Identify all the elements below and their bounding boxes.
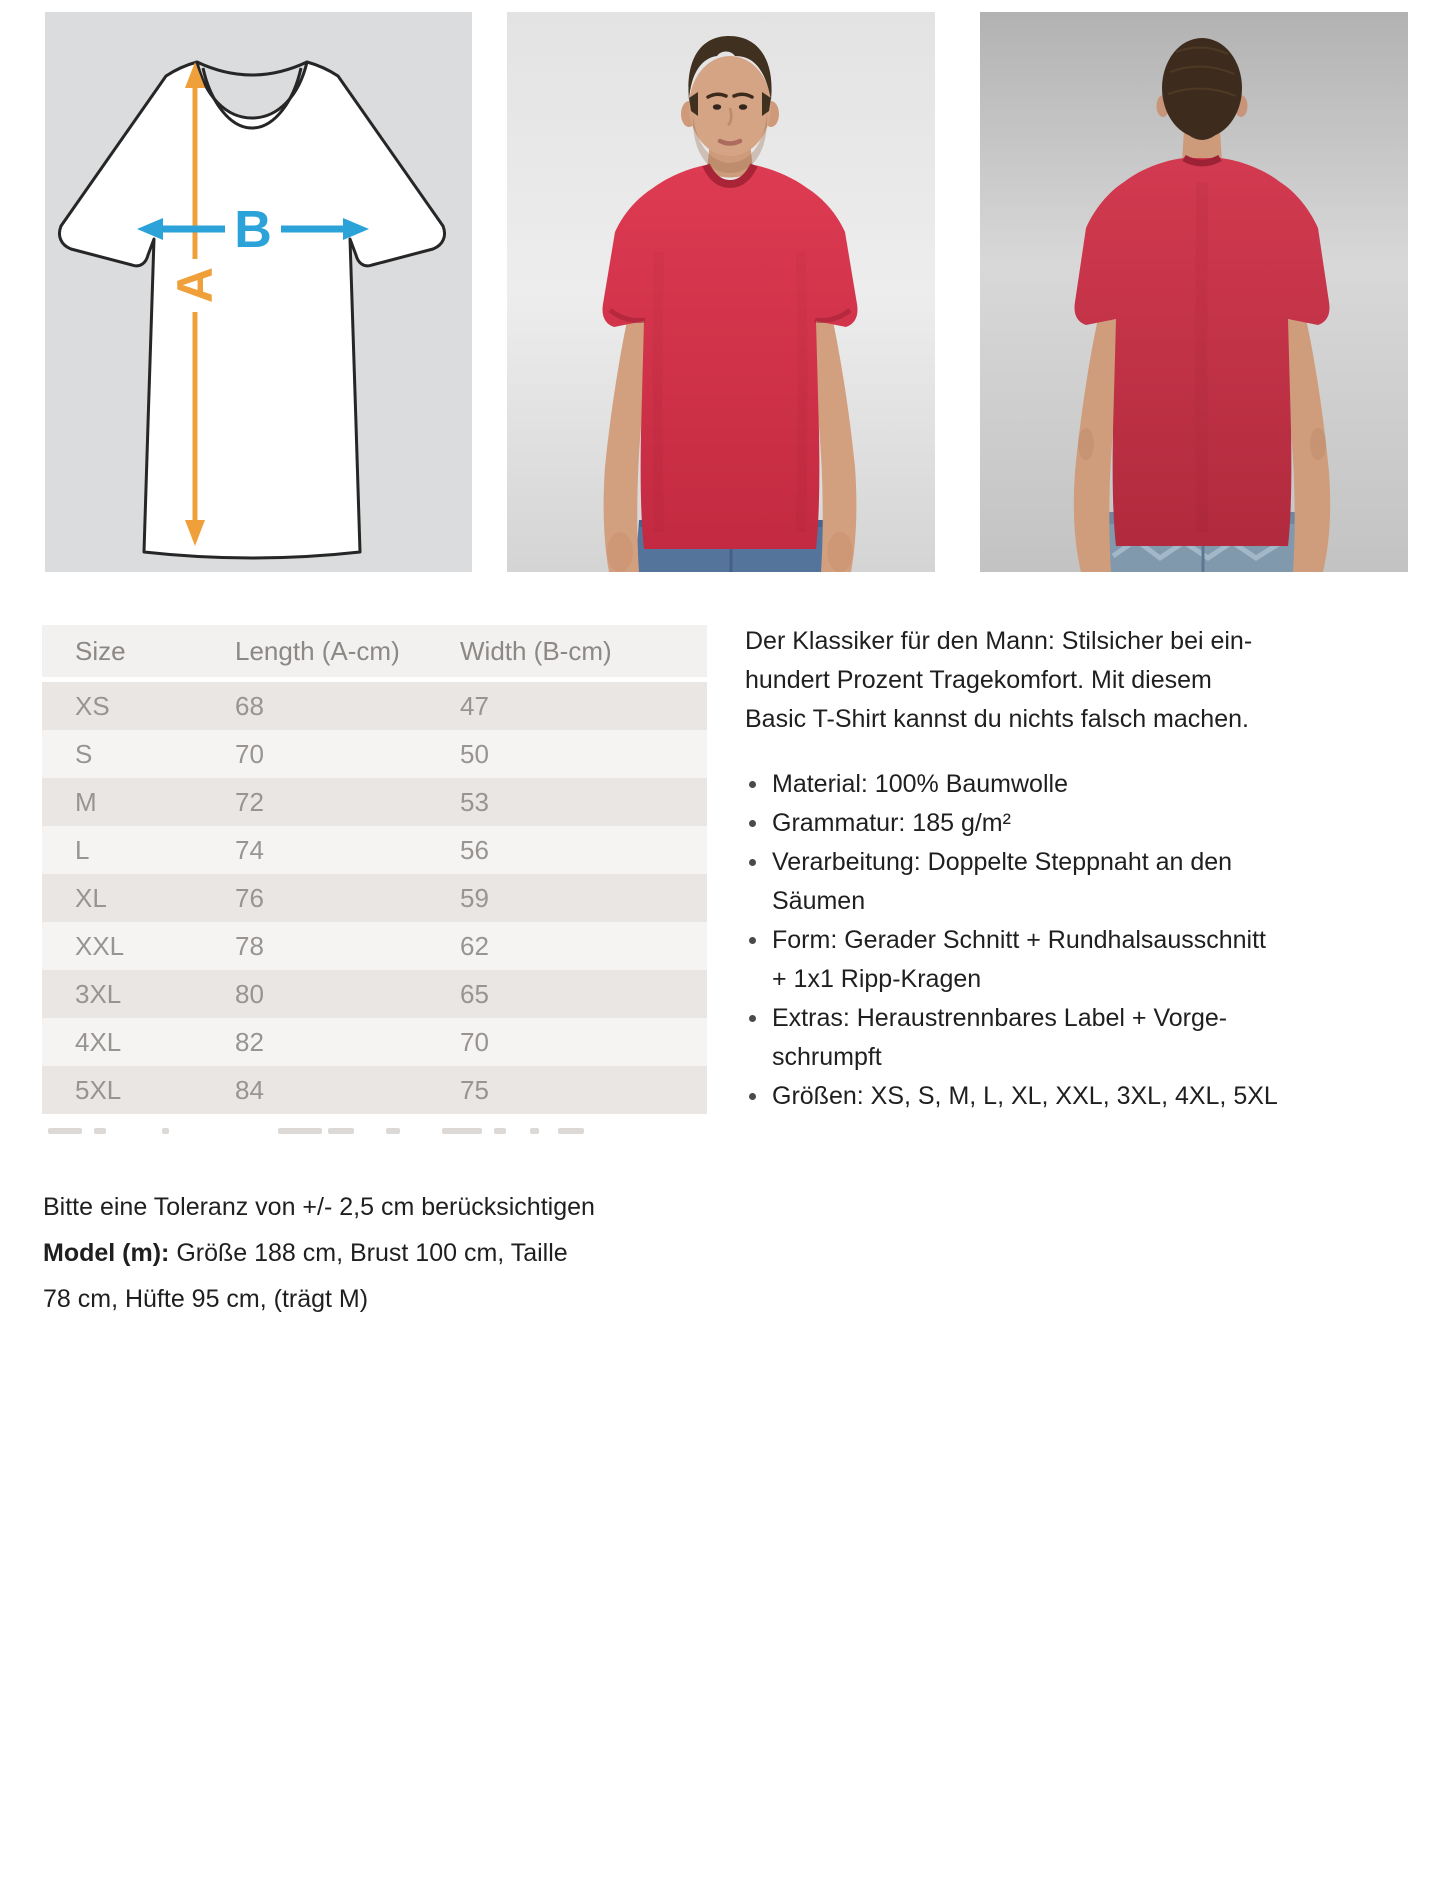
table-row-s — [42, 730, 707, 778]
arrow-b-label: B — [234, 201, 272, 259]
table-row-4xl — [42, 1018, 707, 1066]
cell-size: 4XL — [42, 1018, 235, 1066]
arrow-a-label: A — [167, 266, 223, 304]
table-row-5xl — [42, 1066, 707, 1114]
feature-line: Säumen — [772, 887, 866, 915]
table-row-xxl — [42, 922, 707, 970]
model-front-photo — [507, 12, 935, 572]
cell-size: L — [42, 826, 235, 874]
feature-line: Verarbeitung: Doppelte Steppnaht an den — [772, 848, 1233, 876]
model-front-illustration — [507, 12, 935, 572]
table-row-3xl — [42, 970, 707, 1018]
table-row-l — [42, 826, 707, 874]
tshirt-measurement-diagram-svg — [45, 12, 472, 572]
feature-line: Grammatur: 185 g/m² — [772, 809, 1011, 837]
bullet-dot-icon — [749, 820, 756, 827]
model-info-rest: Größe 188 cm, Brust 100 cm, Taille — [169, 1239, 568, 1267]
cell-size: 5XL — [42, 1066, 235, 1114]
model-info-line1 — [43, 1230, 703, 1276]
column-header-size: Size — [42, 625, 235, 680]
feature-item-groessen — [745, 1077, 1305, 1116]
cell-width: 70 — [460, 1018, 707, 1066]
size-table — [42, 625, 707, 1114]
size-table-header-row — [42, 625, 707, 680]
tolerance-note: Bitte eine Toleranz von +/- 2,5 cm berücksichtigen — [43, 1193, 595, 1221]
column-header-length: Length (A-cm) — [235, 625, 460, 680]
feature-item-form — [745, 921, 1305, 999]
feature-line: schrumpft — [772, 1043, 882, 1071]
cell-length: 82 — [235, 1018, 460, 1066]
feature-item-verarbeitung — [745, 843, 1305, 921]
feature-line: Extras: Heraustrennbares Label + Vorge- — [772, 1004, 1228, 1032]
cell-size: XS — [42, 680, 235, 731]
cell-width: 59 — [460, 874, 707, 922]
bullet-dot-icon — [749, 781, 756, 788]
cell-length: 78 — [235, 922, 460, 970]
feature-line: Größen: XS, S, M, L, XL, XXL, 3XL, 4XL, 5XL — [772, 1082, 1278, 1110]
table-row-m — [42, 778, 707, 826]
model-back-photo — [980, 12, 1408, 572]
cell-length: 80 — [235, 970, 460, 1018]
cell-length: 76 — [235, 874, 460, 922]
cell-width: 53 — [460, 778, 707, 826]
description-intro — [745, 622, 1305, 739]
feature-list — [745, 765, 1305, 1116]
feature-line: Form: Gerader Schnitt + Rundhalsausschnitt — [772, 926, 1266, 954]
size-notes — [43, 1184, 703, 1322]
cell-size: S — [42, 730, 235, 778]
model-info-line2: 78 cm, Hüfte 95 cm, (trägt M) — [43, 1285, 369, 1313]
cell-length: 72 — [235, 778, 460, 826]
size-diagram-image — [45, 12, 472, 572]
tshirt-back-collar-line — [197, 62, 307, 75]
cell-width: 47 — [460, 680, 707, 731]
cell-size: M — [42, 778, 235, 826]
cell-length: 74 — [235, 826, 460, 874]
feature-item-grammatur — [745, 804, 1305, 843]
bullet-dot-icon — [749, 1015, 756, 1022]
intro-line: Der Klassiker für den Mann: Stilsicher bei ein- — [745, 627, 1253, 655]
cell-width: 50 — [460, 730, 707, 778]
table-row-xs — [42, 680, 707, 731]
feature-item-extras — [745, 999, 1305, 1077]
feature-item-material — [745, 765, 1305, 804]
feature-line: + 1x1 Ripp-Kragen — [772, 965, 982, 993]
bullet-dot-icon — [749, 859, 756, 866]
cell-size: XXL — [42, 922, 235, 970]
feature-line: Material: 100% Baumwolle — [772, 770, 1068, 798]
table-cutoff-row — [42, 1126, 707, 1135]
cell-length: 70 — [235, 730, 460, 778]
bullet-dot-icon — [749, 937, 756, 944]
cell-width: 56 — [460, 826, 707, 874]
cell-size: 3XL — [42, 970, 235, 1018]
column-header-width: Width (B-cm) — [460, 625, 707, 680]
model-back-illustration — [980, 12, 1408, 572]
model-label: Model (m): — [43, 1239, 170, 1267]
table-row-xl — [42, 874, 707, 922]
product-description — [745, 622, 1305, 1116]
intro-line: Basic T-Shirt kannst du nichts falsch machen. — [745, 705, 1249, 733]
cell-size: XL — [42, 874, 235, 922]
bullet-dot-icon — [749, 1093, 756, 1100]
cell-width: 62 — [460, 922, 707, 970]
cell-width: 75 — [460, 1066, 707, 1114]
intro-line: hundert Prozent Tragekomfort. Mit diesem — [745, 666, 1212, 694]
cell-width: 65 — [460, 970, 707, 1018]
cell-length: 84 — [235, 1066, 460, 1114]
tshirt-outline — [59, 62, 444, 558]
cell-length: 68 — [235, 680, 460, 731]
